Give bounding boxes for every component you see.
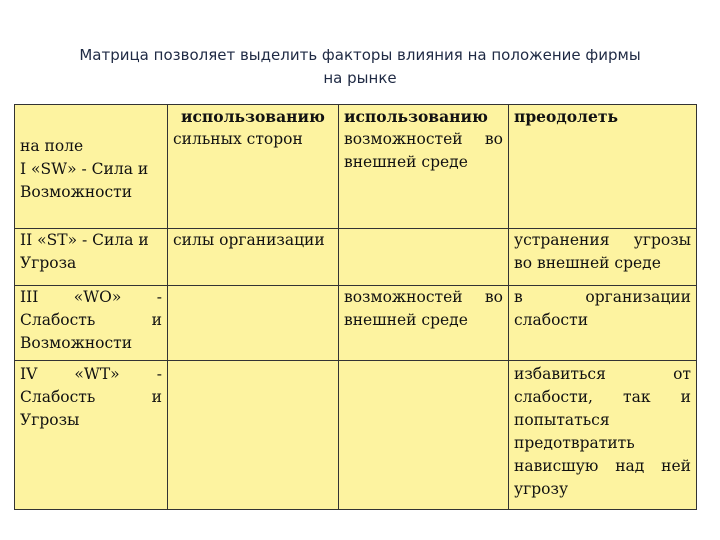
cell-sw-threats	[509, 105, 697, 229]
swot-matrix-table	[14, 104, 697, 510]
cell-line: возможностей во	[344, 130, 503, 148]
cell-st-threats	[509, 229, 697, 286]
cell-line: угрозу	[514, 480, 569, 498]
cell-wt-label	[15, 361, 168, 510]
table-row	[15, 361, 697, 510]
cell-wt-actions	[509, 361, 697, 510]
cell-line: Возможности	[20, 183, 133, 201]
cell-line: II «ST» - Сила и	[20, 231, 149, 249]
table-row	[15, 105, 697, 229]
cell-line: использованию	[181, 107, 325, 126]
cell-line: во внешней среде	[514, 254, 661, 272]
cell-sw-opportunities	[339, 105, 509, 229]
cell-sw-strategy	[168, 105, 339, 229]
cell-line: в организации	[514, 288, 691, 306]
cell-wo-label	[15, 286, 168, 361]
table-row	[15, 286, 697, 361]
cell-line: нависшую над ней	[514, 457, 691, 475]
title-line-2: на рынке	[323, 69, 397, 87]
cell-wo-opportunities	[339, 286, 509, 361]
cell-line: Слабость и	[20, 311, 162, 329]
cell-line: I «SW» - Сила и	[20, 160, 149, 178]
cell-line: Угроза	[20, 254, 77, 272]
cell-wt-empty-1	[168, 361, 339, 510]
cell-wo-weaknesses	[509, 286, 697, 361]
cell-sw-label	[15, 105, 168, 229]
cell-st-empty	[339, 229, 509, 286]
cell-line: на поле	[20, 137, 84, 155]
title-line-1: Матрица позволяет выделить факторы влияния на положение фирмы	[79, 46, 641, 64]
slide-title	[40, 44, 680, 90]
table-row	[15, 229, 697, 286]
cell-line: силы организации	[173, 231, 325, 249]
cell-line: устранения угрозы	[514, 231, 691, 249]
cell-line: слабости, так и	[514, 388, 691, 406]
cell-line: использованию	[344, 107, 488, 126]
cell-line: Слабость и	[20, 388, 162, 406]
cell-line: Угрозы	[20, 411, 80, 429]
cell-wo-empty	[168, 286, 339, 361]
cell-line: сильных сторон	[173, 130, 303, 148]
cell-line: преодолеть	[514, 107, 618, 126]
cell-line: внешней среде	[344, 153, 468, 171]
cell-line: слабости	[514, 311, 589, 329]
cell-wt-empty-2	[339, 361, 509, 510]
cell-line: Возможности	[20, 334, 133, 352]
cell-line: попытаться	[514, 411, 610, 429]
cell-line: внешней среде	[344, 311, 468, 329]
cell-line: предотвратить	[514, 434, 635, 452]
cell-line: III «WO» -	[20, 288, 162, 306]
cell-st-strengths	[168, 229, 339, 286]
cell-line: возможностей во	[344, 288, 503, 306]
cell-line: избавиться от	[514, 365, 691, 383]
cell-st-label	[15, 229, 168, 286]
cell-line: IV «WT» -	[20, 365, 162, 383]
